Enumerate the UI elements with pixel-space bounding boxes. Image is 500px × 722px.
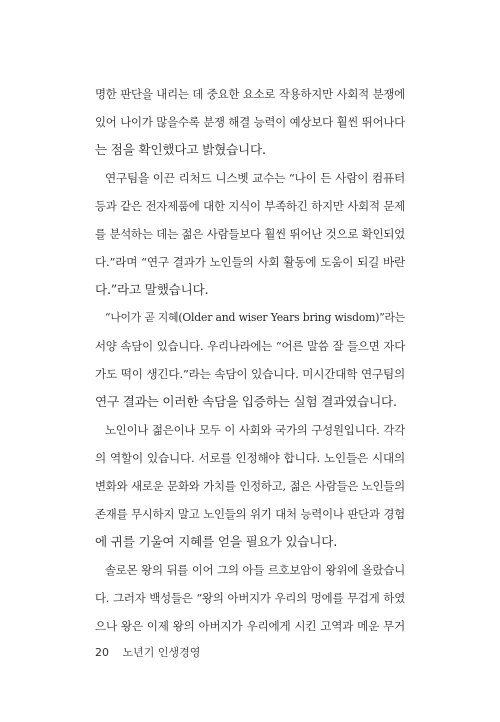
body-text — [95, 80, 405, 640]
text-line: 를 분석하는 데는 젊은 사람들보다 훨씬 뛰어난 것으로 확인되었 — [95, 227, 405, 241]
text-line: 등과 같은 전자제품에 대한 지식이 부족하긴 하지만 사회적 문제 — [95, 199, 405, 213]
text-line: 다.”라고 말했습니다. — [95, 282, 209, 297]
text-line: 연구팀을 이끈 리처드 니스벳 교수는 “나이 든 사람이 컴퓨터 — [105, 171, 405, 185]
text-line: 다.”라며 “연구 결과가 노인들의 사회 활동에 도움이 되길 바란 — [95, 255, 405, 269]
text-line: 다. 그러자 백성들은 “왕의 아버지가 우리의 멍에를 무겁게 하였 — [95, 591, 405, 605]
text-line: 으나 왕은 이제 왕의 아버지가 우리에게 시킨 고역과 메운 무거 — [95, 619, 405, 633]
text-line: 서양 속담이 있습니다. 우리나라에는 “어른 말씀 잘 들으면 자다 — [95, 339, 405, 353]
running-title: 노년기 인생경영 — [122, 646, 201, 659]
text-line: “나이가 곧 지혜(Older and wiser Years bring wisdom)”라는 — [105, 311, 405, 324]
text-line: 에 귀를 기울여 지혜를 얻을 필요가 있습니다. — [95, 534, 338, 549]
text-line: 노인이나 젊은이나 모두 이 사회와 국가의 구성원입니다. 각각 — [105, 423, 405, 437]
text-line: 존재를 무시하지 말고 노인들의 위기 대처 능력이나 판단과 경험 — [95, 507, 405, 521]
text-line: 는 점을 확인했다고 밝혔습니다. — [95, 142, 266, 157]
text-line: 가도 떡이 생긴다.”라는 속담이 있습니다. 미시간대학 연구팀의 — [95, 367, 405, 381]
text-line: 있어 나이가 많을수록 분쟁 해결 능력이 예상보다 훨씬 뛰어나다 — [95, 115, 405, 129]
text-line: 솔로몬 왕의 뒤를 이어 그의 아들 르호보암이 왕위에 올랐습니 — [105, 563, 405, 577]
text-line: 변화와 새로운 문화와 가치를 인정하고, 젊은 사람들은 노인들의 — [95, 479, 405, 493]
page-footer — [95, 644, 200, 660]
text-line: 명한 판단을 내리는 데 중요한 요소로 작용하지만 사회적 분쟁에 — [95, 87, 405, 101]
page-number: 20 — [95, 646, 109, 659]
text-line: 연구 결과는 이러한 속담을 입증하는 실험 결과였습니다. — [95, 394, 397, 409]
text-line: 의 역할이 있습니다. 서로를 인정해야 합니다. 노인들은 시대의 — [95, 451, 405, 465]
